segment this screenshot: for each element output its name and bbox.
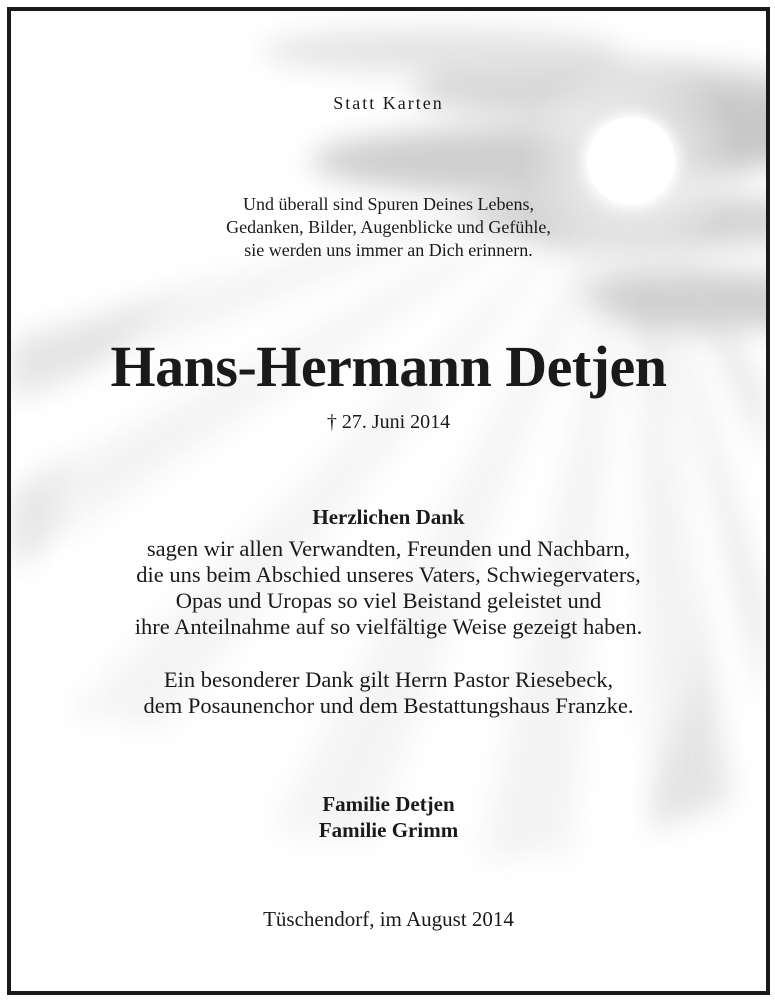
deceased-name: Hans-Hermann Detjen [110,334,667,399]
poem [11,193,766,262]
statt-karten-heading: Statt Karten [333,93,444,113]
special-thanks-line: Ein besonderer Dank gilt Herrn Pastor Riesebeck, [163,667,614,692]
special-thanks [11,667,766,719]
poem-line: sie werden uns immer an Dich erinnern. [244,240,533,260]
thanks-title: Herzlichen Dank [312,505,465,529]
thanks-line: sagen wir allen Verwandten, Freunden und Nachbarn, [146,536,631,561]
family-signatures [11,791,766,843]
place-date: Tüschendorf, im August 2014 [263,907,514,931]
obituary-text [11,11,766,991]
death-date: † 27. Juni 2014 [326,411,451,433]
family-name: Familie Detjen [322,792,455,816]
obituary-card [7,7,770,995]
special-thanks-line: dem Posaunenchor und dem Bestattungshaus Franzke. [143,693,634,718]
thanks-line: ihre Anteilnahme auf so vielfältige Weise gezeigt haben. [134,614,643,639]
thanks-text [11,536,766,640]
family-name: Familie Grimm [318,818,459,842]
poem-line: Gedanken, Bilder, Augenblicke und Gefühle, [226,217,551,237]
thanks-line: Opas und Uropas so viel Beistand geleistet und [175,588,602,613]
poem-line: Und überall sind Spuren Deines Lebens, [243,194,534,214]
thanks-line: die uns beim Abschied unseres Vaters, Schwiegervaters, [136,562,641,587]
